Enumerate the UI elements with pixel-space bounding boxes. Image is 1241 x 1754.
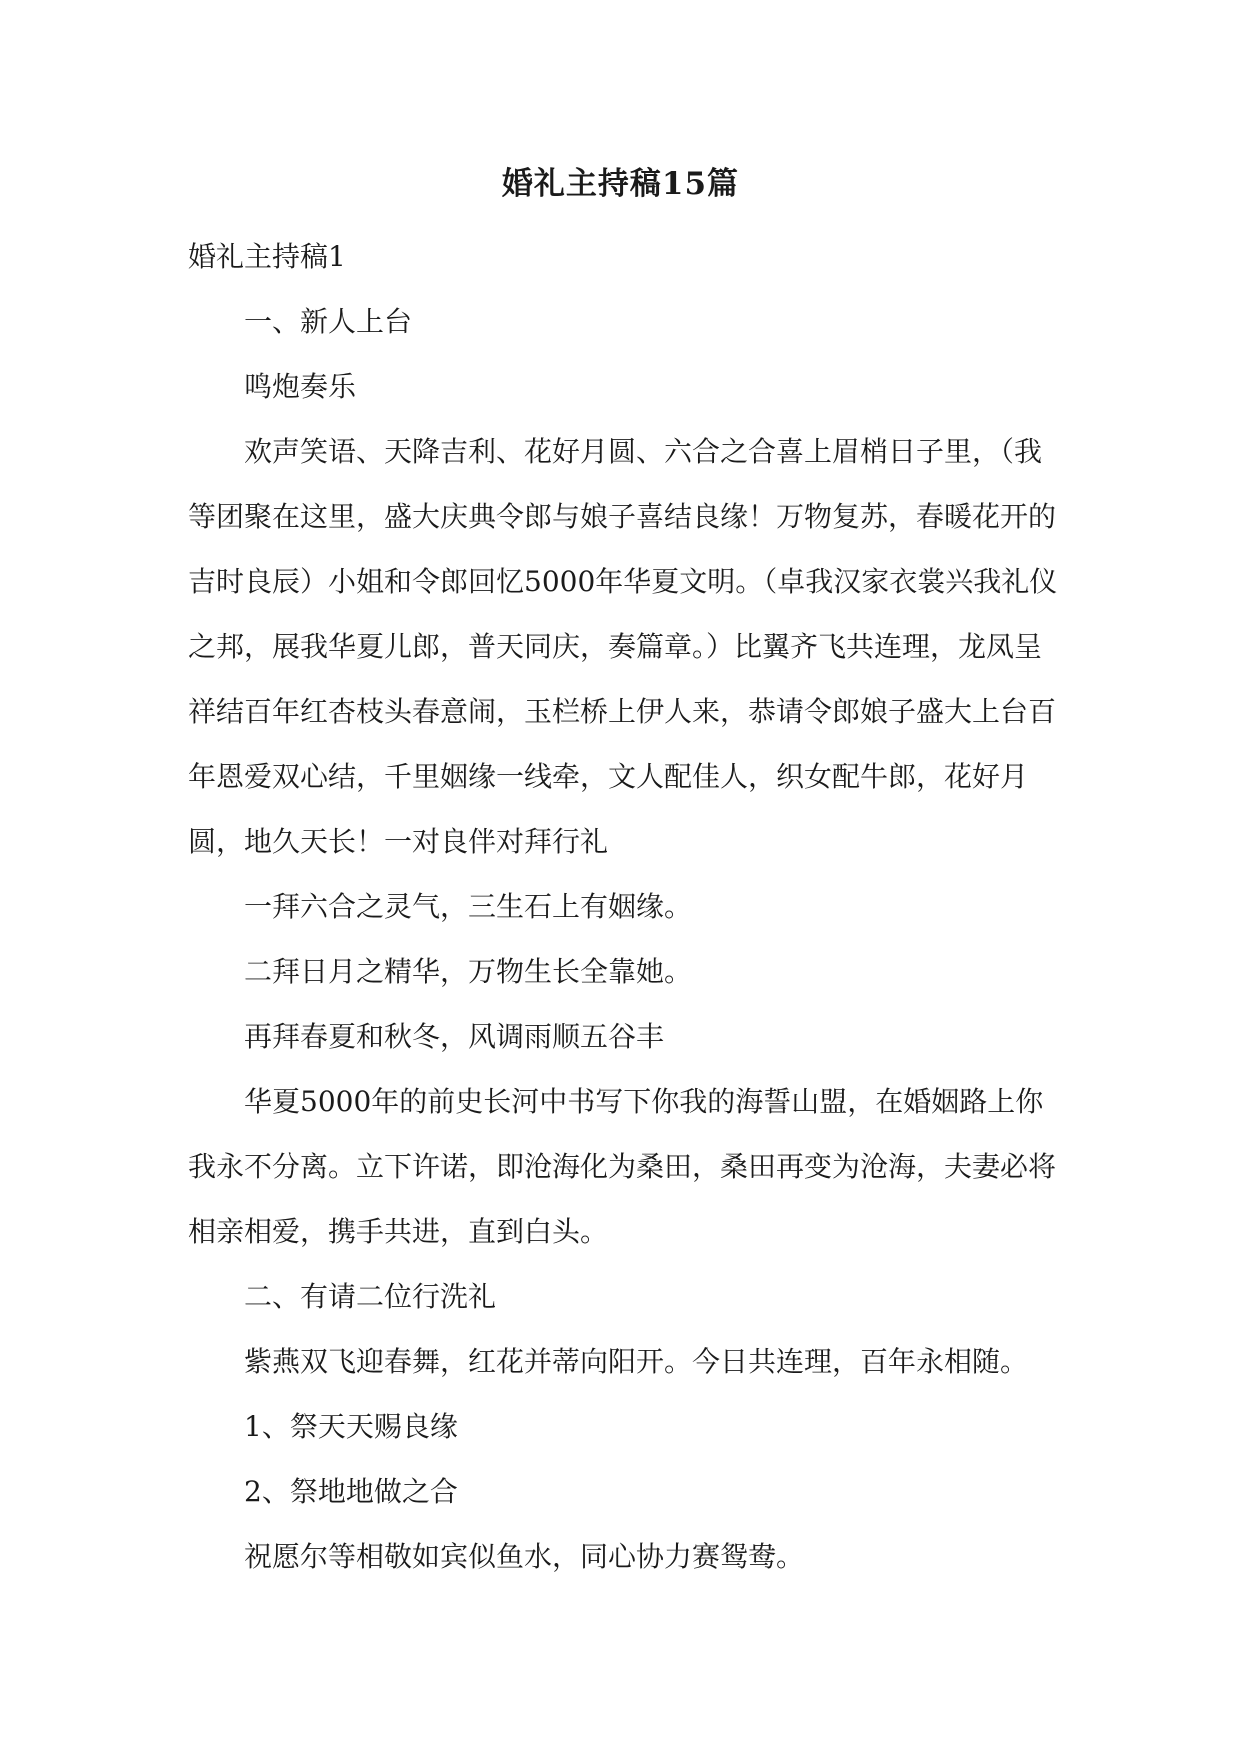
document-title: 婚礼主持稿15篇 xyxy=(501,166,740,202)
paragraph: 再拜春夏和秋冬，风调雨顺五谷丰 xyxy=(244,1020,665,1053)
paragraph: 二拜日月之精华，万物生长全靠她。 xyxy=(244,955,693,988)
paragraph: 鸣炮奏乐 xyxy=(244,370,357,403)
paragraph: 二、有请二位行洗礼 xyxy=(244,1280,497,1313)
paragraph: 一拜六合之灵气，三生石上有姻缘。 xyxy=(244,890,693,923)
paragraph: 祝愿尔等相敬如宾似鱼水，同心协力赛鸳鸯。 xyxy=(244,1540,805,1573)
paragraph: 1、祭天天赐良缘 xyxy=(244,1410,458,1443)
paragraph: 欢声笑语、天降吉利、花好月圆、六合之合喜上眉梢日子里，（我等团聚在这里，盛大庆典令郎与娘子喜结良缘！万物复苏，春暖花开的吉时良辰）小姐和令郎回忆5000年华夏文明。（卓我汉家衣裳兴我礼仪之邦，展我华夏儿郎，普天同庆，奏篇章。）比翼齐飞共连理，龙凤呈祥结百年红杏枝头春意闹，玉栏桥上伊人来，恭请令郎娘子盛大上台百年恩爱双心结，千里姻缘一线牵，文人配佳人，织女配牛郎，花好月圆，地久天长！一对良伴对拜行礼 xyxy=(188,435,1058,858)
section-heading: 婚礼主持稿1 xyxy=(188,240,346,273)
paragraph: 2、祭地地做之合 xyxy=(244,1475,458,1508)
paragraph: 华夏5000年的前史长河中书写下你我的海誓山盟，在婚姻路上你我永不分离。立下许诺，即沧海化为桑田，桑田再变为沧海，夫妻必将相亲相爱，携手共进，直到白头。 xyxy=(188,1085,1057,1248)
paragraph: 一、新人上台 xyxy=(244,305,413,338)
paragraph: 紫燕双飞迎春舞，红花并蒂向阳开。今日共连理，百年永相随。 xyxy=(244,1345,1029,1378)
document-body xyxy=(188,224,1068,1589)
